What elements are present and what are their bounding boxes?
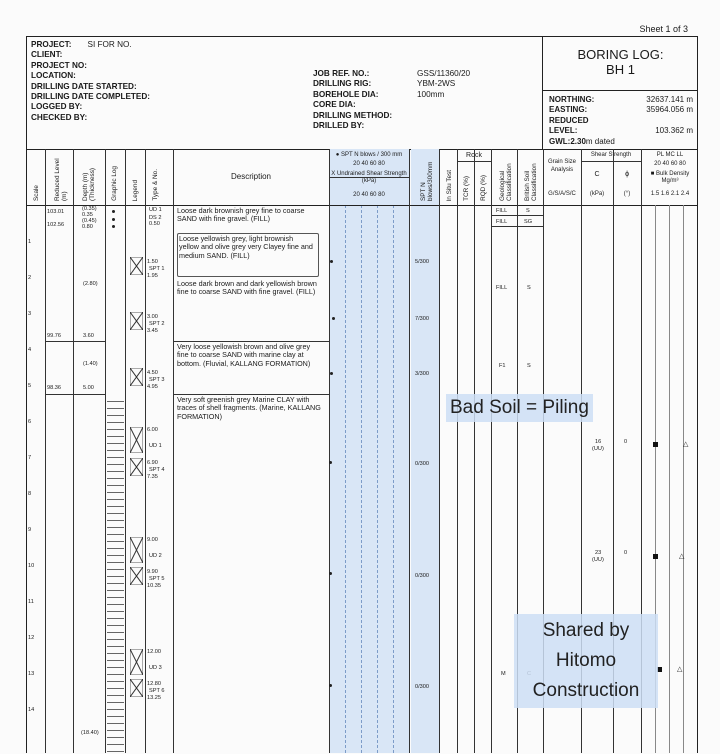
sample-ud3-from: 12.00 [147,649,161,655]
scale-2: 2 [28,275,32,281]
boring-log-title [543,47,698,77]
col-reduced-level: Reduced Level (m) [54,158,68,201]
scale-1: 1 [28,239,32,245]
sample-spt5: SPT 5 [149,576,165,582]
col-graphic-log: Graphic Log [111,166,118,201]
shear-c-1: 16 [595,439,602,445]
geo-class-4: F1 [499,363,506,369]
atterberg-marker-3: △ [677,666,683,673]
shared-by-line3: Construction [532,680,640,701]
bs-class-2: SG [524,219,533,225]
spt-value-5: 0/300 [415,573,429,579]
scale-4: 4 [28,347,32,353]
sample-ud2-from: 9.00 [147,537,158,543]
project-label: PROJECT: [31,40,72,49]
gwl-value: m dated [585,136,615,146]
sample-ud2: UD 2 [149,553,162,559]
borehole-id-panel [542,37,698,149]
shear-c-2: 23 [595,550,602,556]
col-atterberg: PL MC LL [656,152,684,158]
geo-class-5: M [501,671,506,677]
sample-spt1: SPT 1 [149,266,165,272]
client-label: CLIENT: [31,50,63,60]
spt-value-6: 0/300 [415,684,429,690]
shear-phi-2: 0 [624,550,628,556]
rl-4: 99.76 [47,333,61,339]
logged-by-label: LOGGED BY: [31,102,83,112]
atterberg-scale: 20 40 60 80 [654,161,686,167]
shared-by-line2: Hitomo [555,650,617,671]
geo-class-2: FILL [496,219,508,225]
thickness-5: (1.40) [83,361,98,367]
atterberg-marker-1: △ [683,441,689,448]
spt-value-4: 0/300 [415,461,429,467]
scale-5: 5 [28,383,32,389]
col-geological-class: Geological Classification [499,163,513,201]
col-cohesion: C [594,171,600,178]
sample-ud1: UD 1 [149,207,162,213]
col-grain-gsasc: G/S/A/S/C [548,191,576,197]
atterberg-marker-2: △ [679,553,685,560]
drilling-rig-value: YBM-2WS [417,79,456,89]
col-friction-unit: (°) [623,191,631,197]
drilling-rig-label: DRILLING RIG: [313,79,372,89]
project-no-label: PROJECT NO: [31,60,87,70]
scale-11: 11 [28,599,34,605]
sample-ds2: DS 2 [149,215,162,221]
drilling-info [313,69,470,131]
sample-spt3-to: 4.95 [147,384,158,390]
bulk-density-marker-1 [653,442,658,447]
thickness-7: (18.40) [81,730,99,736]
borehole-id: BH 1 [606,62,635,77]
reduced-level-label: REDUCED LEVEL: [549,115,589,136]
job-ref-value: GSS/11360/20 [417,69,471,78]
scale-14: 14 [28,707,35,713]
sample-spt3: SPT 3 [149,377,165,383]
col-depth: Depth (m) (Thickness) [82,167,96,201]
gwl-label: GWL:2.30 [549,136,586,146]
col-grain-analysis: Analysis [550,167,574,173]
scale-3: 3 [28,311,32,317]
col-cohesion-unit: (kPa) [589,191,605,197]
col-description: Description [230,172,271,181]
col-grain-size: Grain Size [547,159,576,165]
spt-scale-top: 20 40 60 80 [353,161,385,167]
col-british-soil-class: British Soil Classification [524,163,538,201]
col-rock: Rock [466,152,482,159]
bulk-density-scale: 1.5 1.6 2.1 2.4 [650,191,690,197]
sample-spt4-to: 7.35 [147,474,158,480]
sample-ud1-to: 0.50 [149,221,160,227]
sample-spt6: SPT 6 [149,688,165,694]
sample-spt3-from: 4.50 [147,370,158,376]
col-tcr: TCR (%) [463,176,470,201]
desc-layer-3: Loose dark brown and dark yellowish brown fine to coarse SAND with fine gravel. (FILL) [177,279,317,297]
shear-phi-1: 0 [624,439,628,445]
sample-spt4-from: 6.90 [147,460,158,466]
spt-value-1: 5/300 [415,259,429,265]
northing-label: NORTHING: [549,95,595,104]
log-header [27,37,697,150]
checked-by-label: CHECKED BY: [31,112,88,122]
rl-6: 98.36 [47,385,61,391]
scale-10: 10 [28,563,35,569]
depth-6: 5.00 [83,385,94,391]
col-undrained-shear: X Undrained Shear Strength (kPa) [331,171,407,184]
bs-class-4: S [527,363,531,369]
sample-spt6-to: 13.25 [147,695,161,701]
shear-type-1: (UU) [592,446,604,452]
borehole-dia-label: BOREHOLE DIA: [313,89,379,99]
spt-scale-bottom: 20 40 60 80 [353,192,385,198]
depth-4: 3.60 [83,333,94,339]
scale-8: 8 [28,491,32,497]
sample-spt2-to: 3.45 [147,328,158,334]
bulk-density-marker-2 [653,554,658,559]
date-started-label: DRILLING DATE STARTED: [31,81,137,91]
sample-spt5-to: 10.35 [147,583,161,589]
clay-hatch [107,395,124,754]
depth-1b: 0.35 [82,212,93,218]
depth-2b: 0.80 [82,224,93,230]
sample-ud1b: UD 1 [149,443,162,449]
job-ref-label: JOB REF. NO.: [313,69,370,78]
drilled-by-label: DRILLED BY: [313,121,365,131]
col-legend: Legend [132,179,139,201]
spt-plot-band [329,149,409,753]
sample-spt5-from: 9.90 [147,569,158,575]
col-bulk-density: ■ Bulk Density Mg/m³ [650,171,690,184]
bad-soil-overlay: Bad Soil = Piling [446,394,593,422]
bs-class-3: S [527,285,531,291]
col-scale: Scale [33,185,40,201]
sample-ud1b-from: 6.00 [147,427,158,433]
location-label: LOCATION: [31,71,76,81]
borehole-dia-value: 100mm [417,89,445,99]
coordinates [549,95,693,147]
col-friction-angle: ɸ [625,171,629,178]
desc-layer-1: Loose dark brownish grey fine to coarse SAND with fine gravel. (FILL) [177,206,305,224]
desc-layer-2: Loose yellowish grey, light brownish yellow and olive grey very Clayey fine and medium SAND. (FILL) [179,234,313,260]
col-type-no: Type & No. [152,169,159,201]
shared-by-overlay [514,614,658,708]
spt-value-band [411,149,439,753]
geo-class-1: FILL [496,208,508,214]
col-rqd: RQD (%) [480,175,487,201]
sheet-number: Sheet 1 of 3 [639,24,688,34]
sample-spt1-to: 1.95 [147,273,158,279]
core-dia-label: CORE DIA: [313,100,356,110]
reduced-level-value: 103.362 m [655,126,693,136]
sample-spt1-from: 1.50 [147,259,158,265]
bs-class-1: S [526,208,530,214]
depth-2: (0.45) [82,218,97,224]
sample-ud3: UD 3 [149,665,162,671]
col-in-situ-test: In Situ Test [446,169,453,201]
spt-value-3: 3/300 [415,371,429,377]
project-value: SI FOR NO. [87,40,132,49]
desc-layer-4: Very loose yellowish brown and olive grey fine to coarse SAND with marine clay at bottom. (Fluvial, KALLANG FORMATION) [177,342,311,368]
col-spt-blows: ● SPT N blows / 300 mm [335,152,403,158]
rl-2: 102.56 [47,222,65,228]
scale-9: 9 [28,527,32,533]
scale-13: 13 [28,671,35,677]
scale-12: 12 [28,635,35,641]
easting-label: EASTING: [549,105,588,115]
sample-spt6-from: 12.80 [147,681,161,687]
depth-1: (0.35) [82,206,97,212]
rl-1: 103.01 [47,209,65,215]
sample-spt4: SPT 4 [149,467,165,473]
scale-7: 7 [28,455,32,461]
shear-type-2: (UU) [592,557,604,563]
shared-by-line1: Shared by [542,620,630,641]
spt-value-2: 7/300 [415,316,429,322]
northing-value: 32637.141 m [646,95,693,104]
date-completed-label: DRILLING DATE COMPLETED: [31,92,151,102]
thickness-3: (2.80) [83,281,98,287]
sample-spt2: SPT 2 [149,321,165,327]
geo-class-3: FILL [496,285,508,291]
boring-log-title-line1: BORING LOG: [577,47,664,62]
sample-spt2-from: 3.00 [147,314,158,320]
scale-6: 6 [28,419,32,425]
project-info [31,40,150,123]
easting-value: 35964.056 m [646,105,693,115]
desc-layer-5: Very soft greenish grey Marine CLAY with traces of shell fragments. (Marine, KALLANG FORMATION) [177,395,321,421]
drilling-method-label: DRILLING METHOD: [313,110,393,120]
col-shear-strength: Shear Strength [590,152,632,158]
col-spt-n: SPT N blows/300mm [420,161,434,201]
